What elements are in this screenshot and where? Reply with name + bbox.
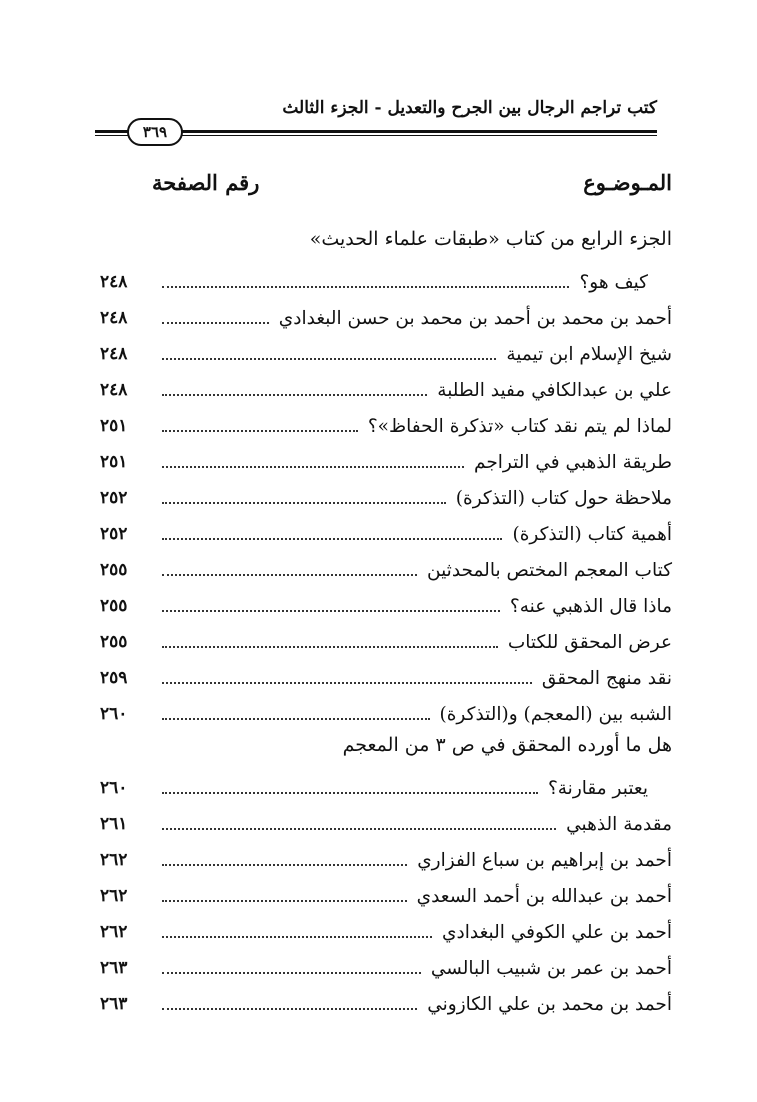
entry-page: ٢٥٩ — [100, 668, 128, 688]
toc-entry — [100, 588, 672, 624]
entry-title: طريقة الذهبي في التراجم — [474, 451, 672, 473]
dot-leader — [162, 718, 430, 720]
toc-entry — [100, 986, 672, 1022]
entry-title: لماذا لم يتم نقد كتاب «تذكرة الحفاظ»؟ — [367, 415, 672, 437]
dot-leader — [162, 1008, 417, 1010]
entry-title: كتاب المعجم المختص بالمحدثين — [427, 559, 672, 581]
dot-leader — [162, 936, 432, 938]
column-heading-subject: المـوضـوع — [583, 170, 672, 195]
toc-entry — [100, 552, 672, 588]
toc-entry — [100, 806, 672, 842]
toc-entry — [100, 336, 672, 372]
entry-page: ٢٥٢ — [100, 524, 128, 544]
running-title: كتب تراجم الرجال بين الجرح والتعديل - الجزء الثالث — [282, 98, 657, 118]
table-of-contents — [100, 226, 672, 1022]
entry-title: يعتبر مقارنة؟ — [547, 777, 648, 799]
entry-page: ٢٤٨ — [100, 308, 128, 328]
toc-entry — [100, 516, 672, 552]
dot-leader — [162, 538, 502, 540]
entry-title: أحمد بن عمر بن شبيب البالسي — [430, 957, 672, 979]
entry-page: ٢٦٢ — [100, 922, 128, 942]
dot-leader — [162, 322, 269, 324]
dot-leader — [162, 646, 498, 648]
entry-title: أحمد بن محمد بن علي الكازوني — [427, 993, 672, 1015]
column-heading-page: رقم الصفحة — [152, 170, 260, 195]
toc-entry — [100, 950, 672, 986]
dot-leader — [162, 900, 407, 902]
entry-title: كيف هو؟ — [579, 271, 648, 293]
toc-entry — [100, 696, 672, 732]
toc-entry — [100, 624, 672, 660]
dot-leader — [162, 864, 407, 866]
dot-leader — [162, 972, 421, 974]
entry-page: ٢٥٥ — [100, 632, 128, 652]
toc-entry — [100, 264, 672, 300]
entry-page: ٢٦٢ — [100, 850, 128, 870]
dot-leader — [162, 430, 358, 432]
entry-title: علي بن عبدالكافي مفيد الطلبة — [437, 379, 672, 401]
entry-title: ماذا قال الذهبي عنه؟ — [509, 595, 672, 617]
entry-title: شيخ الإسلام ابن تيمية — [506, 343, 672, 365]
toc-entry — [100, 842, 672, 878]
entry-title: مقدمة الذهبي — [566, 813, 672, 835]
entry-page: ٢٤٨ — [100, 344, 128, 364]
toc-entry — [100, 914, 672, 950]
entry-title-line1: هل ما أورده المحقق في ص ٣ من المعجم — [342, 734, 672, 756]
entry-page: ٢٦٣ — [100, 994, 128, 1014]
entry-page: ٢٥٢ — [100, 488, 128, 508]
section-title: الجزء الرابع من كتاب «طبقات علماء الحديث» — [309, 228, 672, 250]
toc-entry — [100, 770, 672, 806]
toc-multiline-entry-heading — [100, 732, 672, 770]
dot-leader — [162, 358, 496, 360]
dot-leader — [162, 828, 556, 830]
entry-page: ٢٤٨ — [100, 380, 128, 400]
entry-page: ٢٤٨ — [100, 272, 128, 292]
entry-page: ٢٦١ — [100, 814, 128, 834]
entry-page: ٢٥٥ — [100, 560, 128, 580]
dot-leader — [162, 502, 446, 504]
entry-page: ٢٦٢ — [100, 886, 128, 906]
dot-leader — [162, 574, 417, 576]
dot-leader — [162, 610, 500, 612]
toc-entry — [100, 300, 672, 336]
toc-entry — [100, 660, 672, 696]
entry-title: أحمد بن محمد بن أحمد بن محمد بن حسن البغدادي — [278, 307, 672, 329]
entry-title: أحمد بن إبراهيم بن سباع الفزاري — [417, 849, 672, 871]
entry-title: ملاحظة حول كتاب (التذكرة) — [455, 487, 672, 509]
toc-entry — [100, 480, 672, 516]
toc-entry — [100, 408, 672, 444]
toc-entry — [100, 444, 672, 480]
entry-page: ٢٦٠ — [100, 778, 128, 798]
dot-leader — [162, 792, 538, 794]
entry-page: ٢٥٥ — [100, 596, 128, 616]
toc-section-heading — [100, 226, 672, 264]
entry-page: ٢٥١ — [100, 452, 128, 472]
entry-title: أحمد بن علي الكوفي البغدادي — [442, 921, 672, 943]
entry-page: ٢٥١ — [100, 416, 128, 436]
dot-leader — [162, 394, 427, 396]
page-number-badge: ٣٦٩ — [127, 118, 183, 146]
dot-leader — [162, 286, 569, 288]
toc-entry — [100, 372, 672, 408]
entry-title: عرض المحقق للكتاب — [507, 631, 672, 653]
entry-title: نقد منهج المحقق — [541, 667, 672, 689]
entry-page: ٢٦٣ — [100, 958, 128, 978]
entry-title: الشبه بين (المعجم) و(التذكرة) — [439, 703, 672, 725]
dot-leader — [162, 682, 532, 684]
dot-leader — [162, 466, 464, 468]
entry-title: أحمد بن عبدالله بن أحمد السعدي — [416, 885, 672, 907]
entry-title: أهمية كتاب (التذكرة) — [512, 523, 672, 545]
running-header — [95, 98, 657, 148]
toc-entry — [100, 878, 672, 914]
entry-page: ٢٦٠ — [100, 704, 128, 724]
